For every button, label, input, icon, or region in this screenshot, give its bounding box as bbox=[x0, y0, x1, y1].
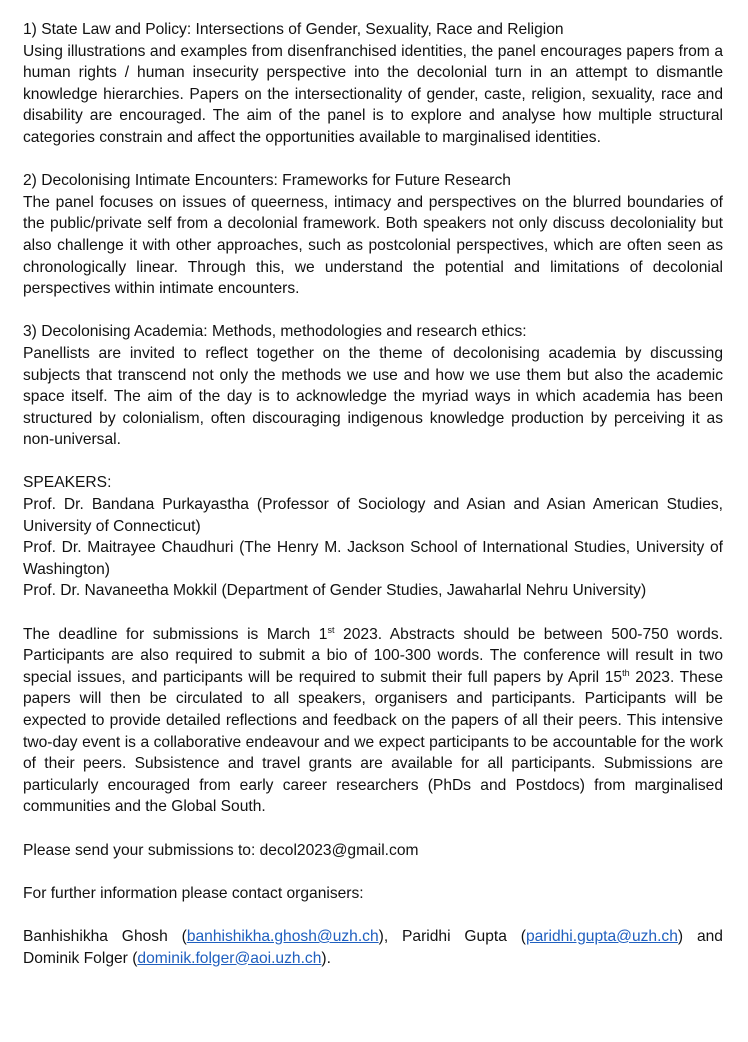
panel-description: Panellists are invited to reflect together on the theme of decolonising academia by discussing subjects that transcend not only the methods we use and how we use them but also the academic space itself. The aim of the day is to acknowledge the myriad ways in which academia has been structured by colonialism, often discouraging indigenous knowledge production by perceiving it as non-universal. bbox=[23, 344, 723, 449]
send-submissions: Please send your submissions to: decol2023@gmail.com bbox=[23, 841, 419, 859]
panel-description: The panel focuses on issues of queerness, intimacy and perspectives on the blurred boundaries of the public/private self from a decolonial framework. Both speakers not only discuss decoloniality but also challenge it with other approaches, such as postcolonial perspectives, which are often seen as chronologically linear. Through this, we understand the potential and limitations of decolonial perspectives within intimate encounters. bbox=[23, 193, 723, 298]
submission-text: The deadline for submissions is March 1 bbox=[23, 625, 328, 643]
panel-title: 2) Decolonising Intimate Encounters: Frameworks for Future Research bbox=[23, 172, 511, 190]
document bbox=[23, 19, 723, 969]
organiser-name: Banhishikha Ghosh bbox=[23, 927, 168, 945]
submission-details bbox=[23, 624, 723, 818]
contact-line: For further information please contact organisers: bbox=[23, 884, 364, 902]
ordinal-suffix: th bbox=[622, 667, 630, 678]
organiser-email-link[interactable]: banhishikha.ghosh@uzh.ch bbox=[186, 927, 379, 945]
speakers-section bbox=[23, 472, 723, 602]
organiser-name: Dominik Folger bbox=[23, 949, 128, 967]
organiser-email-link[interactable]: dominik.folger@aoi.uzh.ch bbox=[137, 949, 322, 967]
speaker-item: Prof. Dr. Maitrayee Chaudhuri (The Henry M. Jackson School of International Studies, University of Washington) bbox=[23, 539, 723, 578]
submission-text: 2023. Abstracts should be between 500-750 words. Participants are also required to submit a bio of 100-300 words. The conference will result in two special issues, and participants will be required to submit their full papers by April 15 bbox=[23, 625, 723, 686]
panel-title: 1) State Law and Policy: Intersections of Gender, Sexuality, Race and Religion bbox=[23, 21, 564, 38]
organiser-name: Paridhi Gupta bbox=[402, 927, 507, 945]
submission-text: 2023. These papers will then be circulated to all speakers, organisers and participants. Participants will be expected to provide detailed reflections and feedback on the papers of all their peers. This intensive two-day event is a collaborative endeavour and we expect participants to be accountable for the work of their peers. Subsistence and travel grants are available for all participants. Submissions are particularly encouraged from early career researchers (PhDs and Postdocs) from marginalised communities and the Global South. bbox=[23, 668, 723, 816]
panel-1 bbox=[23, 19, 723, 149]
organisers-contacts: Banhishikha Ghosh (banhishikha.ghosh@uzh.ch), Paridhi Gupta (paridhi.gupta@uzh.ch) and Dominik Folger (dominik.folger@aoi.uzh.ch). bbox=[23, 927, 723, 967]
conjunction: and bbox=[696, 927, 723, 945]
speaker-item: Prof. Dr. Navaneetha Mokkil (Department of Gender Studies, Jawaharlal Nehru University) bbox=[23, 582, 647, 600]
panel-title: 3) Decolonising Academia: Methods, methodologies and research ethics: bbox=[23, 323, 527, 341]
organiser-email-link[interactable]: paridhi.gupta@uzh.ch bbox=[525, 927, 678, 945]
ordinal-suffix: st bbox=[327, 624, 335, 635]
panel-3 bbox=[23, 321, 723, 451]
speakers-heading: SPEAKERS: bbox=[23, 474, 112, 492]
panel-description: Using illustrations and examples from disenfranchised identities, the panel encourages papers from a human rights / human insecurity perspective into the decolonial turn in an attempt to dismantle knowledge hierarchies. Papers on the intersectionality of gender, caste, religion, sexuality, race and disability are encouraged. The aim of the panel is to explore and analyse how multiple structural categories constrain and affect the opportunities available to marginalised identities. bbox=[23, 42, 723, 146]
speaker-item: Prof. Dr. Bandana Purkayastha (Professor of Sociology and Asian and Asian American Studies, University of Connecticut) bbox=[23, 496, 723, 535]
panel-2 bbox=[23, 170, 723, 300]
